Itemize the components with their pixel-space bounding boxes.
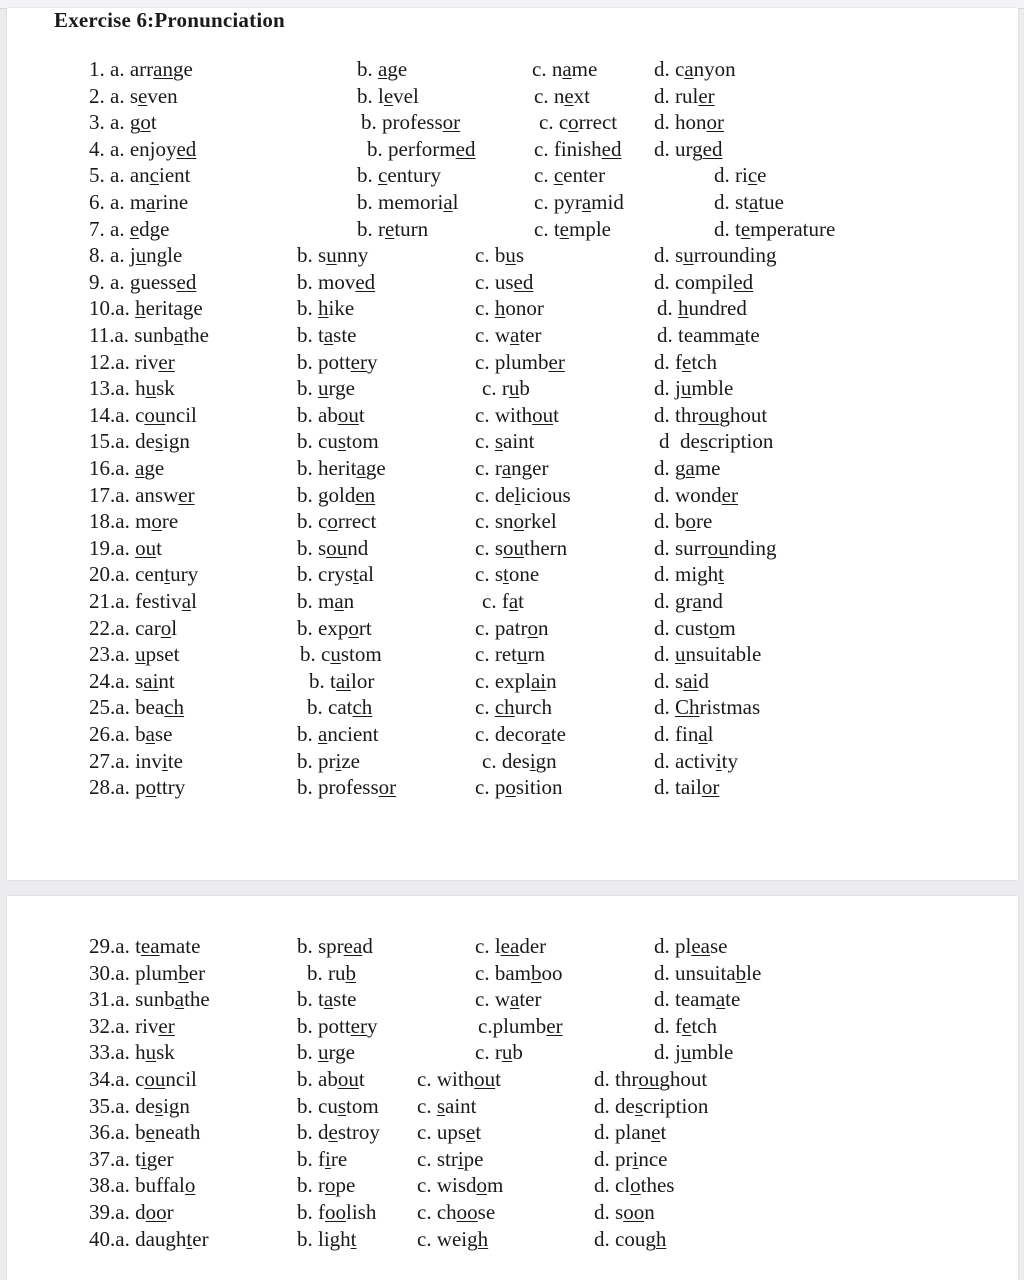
question-row <box>7 1199 1018 1225</box>
option-d: d. might <box>654 562 725 587</box>
option-d: d. final <box>654 722 714 746</box>
question-number: 2. a. <box>89 83 125 108</box>
option-b: b. age <box>357 57 408 81</box>
option-b: b. catch <box>307 695 373 720</box>
worksheet-page-2 <box>7 896 1018 1280</box>
option-c: c. pyramid <box>534 190 624 214</box>
option-a: 7. a. edge <box>89 216 170 241</box>
option-d: d. soon <box>594 1200 655 1224</box>
option-c: c. southern <box>475 535 568 560</box>
option-a: 9. a. guessed <box>89 269 197 294</box>
option-d: d. surrounding <box>654 243 777 268</box>
option-b: b. about <box>297 1067 365 1091</box>
question-number: 16.a. <box>89 456 130 480</box>
option-a: 20.a. century <box>89 562 199 587</box>
option-b: b. hike <box>297 296 355 321</box>
option-a: 21.a. festival <box>89 589 197 613</box>
option-a: 38.a. buffalo <box>89 1173 196 1198</box>
question-row <box>7 535 1018 561</box>
option-a: 4. a. enjoyed <box>89 136 197 161</box>
option-d: d. temperature <box>714 216 836 241</box>
option-a: 23.a. upset <box>89 642 180 667</box>
option-d: d. honor <box>654 110 724 135</box>
option-c: c. correct <box>539 110 618 135</box>
option-d: d. statue <box>714 190 784 214</box>
option-c: c. fat <box>482 589 524 613</box>
question-number: 17.a. <box>89 482 130 507</box>
question-number: 38.a. <box>89 1173 130 1198</box>
question-row <box>7 1013 1018 1039</box>
option-d: d. unsuitable <box>654 642 762 667</box>
option-a: 37.a. tiger <box>89 1146 174 1171</box>
option-b: b. custom <box>297 1093 379 1118</box>
option-b: b. light <box>297 1226 357 1251</box>
question-row <box>7 668 1018 694</box>
option-c: c. finished <box>534 136 622 161</box>
question-row <box>7 269 1018 295</box>
option-b: b. professor <box>361 110 461 135</box>
question-number: 40.a. <box>89 1226 130 1251</box>
option-d: d. bore <box>654 509 713 534</box>
option-b: b. urge <box>297 1040 355 1065</box>
option-a: 32.a. river <box>89 1013 175 1038</box>
option-b: b. rub <box>307 960 356 985</box>
question-row <box>7 1066 1018 1092</box>
option-c: c. return <box>475 642 545 667</box>
option-a: 33.a. husk <box>89 1040 175 1065</box>
option-d: d. game <box>654 456 721 480</box>
option-c: c. saint <box>417 1093 477 1118</box>
question-number: 39.a. <box>89 1200 130 1224</box>
question-number: 25.a. <box>89 695 130 720</box>
option-c: c. explain <box>475 668 557 693</box>
question-row <box>7 588 1018 614</box>
question-row <box>7 242 1018 268</box>
question-row <box>7 1226 1018 1252</box>
question-row <box>7 774 1018 800</box>
option-c: c. center <box>534 163 606 188</box>
option-b: b. man <box>297 589 355 613</box>
question-row <box>7 1146 1018 1172</box>
question-number: 20.a. <box>89 562 130 587</box>
option-a: 16.a. age <box>89 456 165 480</box>
question-row <box>7 402 1018 428</box>
option-b: b. export <box>297 615 372 640</box>
question-row <box>7 375 1018 401</box>
question-number: 34.a. <box>89 1067 130 1091</box>
option-a: 24.a. saint <box>89 668 175 693</box>
question-number: 36.a. <box>89 1120 130 1145</box>
worksheet-page-1 <box>7 8 1018 880</box>
option-b: b. level <box>357 83 419 108</box>
option-a: 30.a. plumber <box>89 960 206 985</box>
option-c: c. snorkel <box>475 509 557 534</box>
option-a: 27.a. invite <box>89 748 183 773</box>
option-c: c. leader <box>475 934 547 958</box>
question-number: 31.a. <box>89 987 130 1012</box>
question-number: 9. a. <box>89 269 125 294</box>
option-d: d. urged <box>654 136 723 161</box>
option-b: b. foolish <box>297 1200 377 1224</box>
option-a: 31.a. sunbathe <box>89 987 210 1012</box>
option-d: d. compiled <box>654 269 754 294</box>
option-a: 25.a. beach <box>89 695 185 720</box>
question-number: 28.a. <box>89 775 130 800</box>
option-c: c. next <box>534 83 590 108</box>
question-number: 12.a. <box>89 349 130 374</box>
option-c: c. decorate <box>475 722 566 746</box>
option-b: b. heritage <box>297 456 386 480</box>
option-b: b. urge <box>297 376 355 401</box>
question-number: 33.a. <box>89 1040 130 1065</box>
question-row <box>7 960 1018 986</box>
question-number: 3. a. <box>89 110 125 135</box>
question-row <box>7 615 1018 641</box>
question-row <box>7 1039 1018 1065</box>
question-number: 5. a. <box>89 163 125 188</box>
option-b: b. pottery <box>297 1013 378 1038</box>
option-b: b. moved <box>297 269 376 294</box>
option-a: 36.a. beneath <box>89 1120 201 1145</box>
question-number: 26.a. <box>89 722 130 746</box>
option-a: 12.a. river <box>89 349 175 374</box>
question-number: 10.a. <box>89 296 130 321</box>
question-number: 37.a. <box>89 1146 130 1171</box>
question-row <box>7 482 1018 508</box>
question-row <box>7 136 1018 162</box>
option-b: b. correct <box>297 509 377 534</box>
option-d: d. planet <box>594 1120 667 1145</box>
option-d: d. cough <box>594 1226 667 1251</box>
option-a: 18.a. more <box>89 509 179 534</box>
option-c: c. patron <box>475 615 549 640</box>
option-b: b. rope <box>297 1173 356 1198</box>
question-number: 27.a. <box>89 748 130 773</box>
option-b: b. custom <box>300 642 382 667</box>
question-number: 23.a. <box>89 642 130 667</box>
question-row <box>7 322 1018 348</box>
option-d: d. grand <box>654 589 723 613</box>
question-row <box>7 109 1018 135</box>
option-d: d. jumble <box>654 1040 734 1065</box>
option-d: d. teammate <box>657 323 760 347</box>
option-c: c. delicious <box>475 482 571 507</box>
question-row <box>7 721 1018 747</box>
question-row <box>7 933 1018 959</box>
question-number: 32.a. <box>89 1013 130 1038</box>
option-c: c. temple <box>534 216 611 241</box>
option-a: 6. a. marine <box>89 190 189 214</box>
option-c: c. ranger <box>475 456 549 480</box>
option-b: b. golden <box>297 482 376 507</box>
option-d: d. ruler <box>654 83 715 108</box>
question-row <box>7 455 1018 481</box>
option-d: d. surrounding <box>654 535 777 560</box>
question-row <box>7 56 1018 82</box>
question-number: 13.a. <box>89 376 130 401</box>
option-d: d. tailor <box>654 775 720 800</box>
option-b: b. custom <box>297 429 379 454</box>
question-row <box>7 428 1018 454</box>
option-a: 29.a. teamate <box>89 934 201 958</box>
question-number: 29.a. <box>89 934 130 958</box>
question-number: 4. a. <box>89 136 125 161</box>
option-a: 40.a. daughter <box>89 1226 209 1251</box>
option-a: 3. a. got <box>89 110 157 135</box>
option-b: b. sunny <box>297 243 369 268</box>
option-c: c. position <box>475 775 563 800</box>
option-b: b. performed <box>367 136 476 161</box>
option-c: c. without <box>475 402 559 427</box>
option-a: 13.a. husk <box>89 376 175 401</box>
question-row <box>7 748 1018 774</box>
option-d: d. prince <box>594 1146 668 1171</box>
question-row <box>7 295 1018 321</box>
question-number: 15.a. <box>89 429 130 454</box>
option-c: c. rub <box>475 1040 523 1065</box>
option-d: d. wonder <box>654 482 738 507</box>
option-d: d. unsuitable <box>654 960 762 985</box>
option-d: d. please <box>654 934 728 958</box>
option-a: 10.a. heritage <box>89 296 203 321</box>
option-c: c. rub <box>482 376 530 401</box>
option-d: d. description <box>594 1093 709 1118</box>
option-b: b. prize <box>297 748 360 773</box>
option-b: b. professor <box>297 775 397 800</box>
question-number: 22.a. <box>89 615 130 640</box>
option-c: c. without <box>417 1067 501 1091</box>
option-c: c. saint <box>475 429 535 454</box>
option-a: 26.a. base <box>89 722 173 746</box>
option-a: 8. a. jungle <box>89 243 183 268</box>
question-number: 21.a. <box>89 589 130 613</box>
option-d: d. clothes <box>594 1173 675 1198</box>
page-title: Exercise 6:Pronunciation <box>54 8 285 32</box>
option-b: b. ancient <box>297 722 379 746</box>
question-row <box>7 162 1018 188</box>
question-row <box>7 83 1018 109</box>
question-row <box>7 1093 1018 1119</box>
option-c: c. water <box>475 987 542 1012</box>
option-a: 35.a. design <box>89 1093 190 1118</box>
option-a: 5. a. ancient <box>89 163 191 188</box>
option-c: c. upset <box>417 1120 482 1145</box>
option-c: c. wisdom <box>417 1173 504 1198</box>
option-b: b. destroy <box>297 1120 380 1145</box>
option-b: b. return <box>357 216 429 241</box>
question-row <box>7 561 1018 587</box>
question-row <box>7 216 1018 242</box>
option-d: d. canyon <box>654 57 736 81</box>
option-c: c. water <box>475 323 542 347</box>
option-c: c. plumber <box>475 349 565 374</box>
option-a: 11.a. sunbathe <box>89 323 209 347</box>
option-b: b. spread <box>297 934 373 958</box>
option-b: b. taste <box>297 987 357 1012</box>
option-d: d. rice <box>714 163 767 188</box>
question-row <box>7 349 1018 375</box>
option-c: c. name <box>532 57 598 81</box>
question-row <box>7 986 1018 1012</box>
question-number: 18.a. <box>89 509 130 534</box>
option-a: 15.a. design <box>89 429 190 454</box>
question-number: 14.a. <box>89 402 130 427</box>
option-d: d. fetch <box>654 1013 717 1038</box>
option-d: d. activity <box>654 748 738 773</box>
option-b: b. fire <box>297 1146 348 1171</box>
question-row <box>7 508 1018 534</box>
option-a: 28.a. pottry <box>89 775 186 800</box>
question-row <box>7 694 1018 720</box>
question-number: 24.a. <box>89 668 130 693</box>
option-d: d. fetch <box>654 349 717 374</box>
option-a: 19.a. out <box>89 535 162 560</box>
option-a: 34.a. council <box>89 1067 197 1091</box>
option-c: c. choose <box>417 1200 496 1224</box>
question-number: 30.a. <box>89 960 130 985</box>
option-a: 39.a. door <box>89 1200 174 1224</box>
option-c: c. weigh <box>417 1226 489 1251</box>
option-a: 1. a. arrange <box>89 57 193 81</box>
option-b: b. crystal <box>297 562 374 587</box>
option-d: d. jumble <box>654 376 734 401</box>
question-row <box>7 189 1018 215</box>
option-d: d. throughout <box>654 402 768 427</box>
question-number: 1. a. <box>89 57 125 81</box>
question-row <box>7 641 1018 667</box>
option-a: 17.a. answer <box>89 482 195 507</box>
question-row <box>7 1119 1018 1145</box>
question-number: 19.a. <box>89 535 130 560</box>
question-number: 8. a. <box>89 243 125 268</box>
option-d: d. hundred <box>657 296 747 321</box>
option-c: c. bus <box>475 243 525 268</box>
option-c: c. stripe <box>417 1146 484 1171</box>
option-c: c. bamboo <box>475 960 563 985</box>
option-d: d. throughout <box>594 1067 708 1091</box>
option-b: b. century <box>357 163 441 188</box>
question-number: 6. a. <box>89 190 125 214</box>
question-number: 35.a. <box>89 1093 130 1118</box>
option-a: 22.a. carol <box>89 615 178 640</box>
option-d: d. teamate <box>654 987 741 1012</box>
option-c: c. used <box>475 269 534 294</box>
question-number: 7. a. <box>89 216 125 241</box>
option-c: c. design <box>482 748 557 773</box>
option-b: b. sound <box>297 535 369 560</box>
option-d: d. Christmas <box>654 695 761 720</box>
option-d: d. custom <box>654 615 736 640</box>
option-d: d description <box>659 429 774 454</box>
option-c: c. stone <box>475 562 540 587</box>
option-c: c. honor <box>475 296 544 321</box>
option-a: 2. a. seven <box>89 83 178 108</box>
option-b: b. memorial <box>357 190 459 214</box>
option-b: b. pottery <box>297 349 378 374</box>
option-b: b. about <box>297 402 365 427</box>
option-b: b. tailor <box>309 668 375 693</box>
question-row <box>7 1172 1018 1198</box>
option-d: d. said <box>654 668 709 693</box>
option-c: c. church <box>475 695 552 720</box>
option-c: c.plumber <box>478 1013 563 1038</box>
option-b: b. taste <box>297 323 357 347</box>
question-number: 11.a. <box>89 323 130 347</box>
option-a: 14.a. council <box>89 402 197 427</box>
